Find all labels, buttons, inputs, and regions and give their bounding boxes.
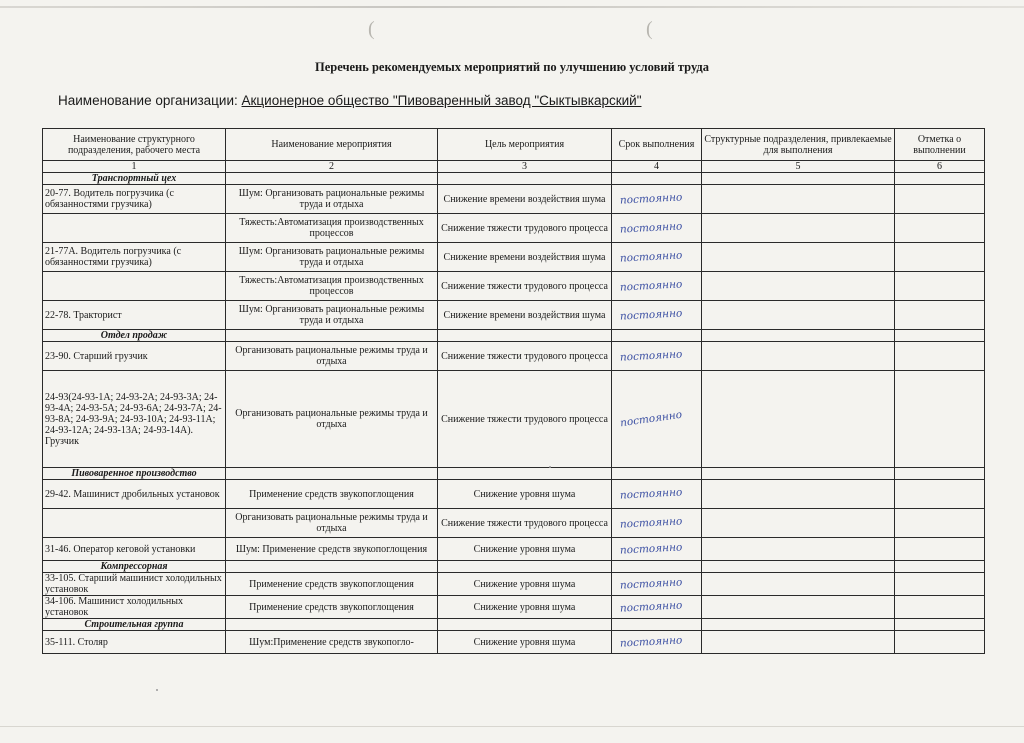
- header-completion-mark: Отметка о выполнении: [895, 129, 985, 161]
- section-name: Строительная группа: [43, 619, 226, 631]
- table-row: [43, 509, 985, 538]
- column-number-row: [43, 161, 985, 173]
- column-number: 1: [43, 161, 226, 173]
- table-row: [43, 185, 985, 214]
- action-cell: Организовать рациональные режимы труда и отдыха: [226, 371, 438, 468]
- deadline-cell: [612, 272, 702, 301]
- column-number: 5: [702, 161, 895, 173]
- action-cell: Применение средств звукопоглощения: [226, 480, 438, 509]
- action-cell: Шум: Организовать рациональные режимы труда и отдыха: [226, 185, 438, 214]
- action-cell: Шум: Применение средств звукопоглощения: [226, 538, 438, 561]
- table-row: [43, 272, 985, 301]
- goal-cell: Снижение времени воздействия шума: [438, 301, 612, 330]
- goal-cell: Снижение уровня шума: [438, 480, 612, 509]
- goal-cell: Снижение уровня шума: [438, 596, 612, 619]
- action-cell: Тяжесть:Автоматизация производственных процессов: [226, 214, 438, 243]
- deadline-cell: [612, 371, 702, 468]
- completion-mark-cell: [895, 371, 985, 468]
- scan-bottom-edge: [0, 726, 1024, 727]
- departments-cell: [702, 185, 895, 214]
- section-row: [43, 619, 985, 631]
- departments-cell: [702, 371, 895, 468]
- organization-label: Наименование организации:: [58, 93, 238, 108]
- deadline-cell: [612, 538, 702, 561]
- position-cell: 29-42. Машинист дробильных установок: [43, 480, 226, 509]
- position-cell: 20-77. Водитель погрузчика (с обязанностями грузчика): [43, 185, 226, 214]
- goal-cell: Снижение уровня шума: [438, 573, 612, 596]
- header-deadline: Срок выполнения: [612, 129, 702, 161]
- completion-mark-cell: [895, 538, 985, 561]
- deadline-cell: [612, 185, 702, 214]
- completion-mark-cell: [895, 301, 985, 330]
- action-cell: Применение средств звукопоглощения: [226, 573, 438, 596]
- departments-cell: [702, 301, 895, 330]
- deadline-cell: [612, 214, 702, 243]
- action-cell: Шум:Применение средств звукопогло-: [226, 631, 438, 654]
- completion-mark-cell: [895, 342, 985, 371]
- handwritten-deadline: постоянно: [619, 248, 683, 265]
- completion-mark-cell: [895, 509, 985, 538]
- organization-name: Акционерное общество "Пивоваренный завод "Сыктывкарский": [241, 93, 642, 108]
- handwritten-deadline: постоянно: [619, 633, 683, 650]
- scan-speck: [549, 466, 551, 468]
- departments-cell: [702, 243, 895, 272]
- position-cell: [43, 272, 226, 301]
- deadline-cell: [612, 631, 702, 654]
- goal-cell: Снижение тяжести трудового процесса: [438, 214, 612, 243]
- table-row: [43, 480, 985, 509]
- completion-mark-cell: [895, 480, 985, 509]
- position-cell: [43, 509, 226, 538]
- table-row: [43, 573, 985, 596]
- punch-hole-mark-left: (: [368, 18, 375, 40]
- departments-cell: [702, 538, 895, 561]
- scan-speck: [156, 689, 158, 691]
- position-cell: 35-111. Столяр: [43, 631, 226, 654]
- section-name: Пивоваренное производство: [43, 468, 226, 480]
- departments-cell: [702, 480, 895, 509]
- goal-cell: Снижение времени воздействия шума: [438, 243, 612, 272]
- deadline-cell: [612, 480, 702, 509]
- action-cell: Применение средств звукопоглощения: [226, 596, 438, 619]
- header-goal: Цель мероприятия: [438, 129, 612, 161]
- header-position: Наименование структурного подразделения, рабочего места: [43, 129, 226, 161]
- handwritten-deadline: постоянно: [619, 277, 683, 294]
- table-row: [43, 342, 985, 371]
- goal-cell: Снижение тяжести трудового процесса: [438, 342, 612, 371]
- departments-cell: [702, 214, 895, 243]
- deadline-cell: [612, 301, 702, 330]
- section-name: Компрессорная: [43, 561, 226, 573]
- header-action: Наименование мероприятия: [226, 129, 438, 161]
- departments-cell: [702, 631, 895, 654]
- table-row: [43, 301, 985, 330]
- table-row: [43, 538, 985, 561]
- handwritten-deadline: постоянно: [619, 540, 683, 557]
- goal-cell: Снижение тяжести трудового процесса: [438, 509, 612, 538]
- header-departments: Структурные подразделения, привлекаемые для выполнения: [702, 129, 895, 161]
- section-row: [43, 561, 985, 573]
- departments-cell: [702, 509, 895, 538]
- organization-line: [58, 93, 656, 108]
- goal-cell: Снижение тяжести трудового процесса: [438, 371, 612, 468]
- handwritten-deadline: постоянно: [619, 190, 683, 207]
- handwritten-deadline: постоянно: [619, 306, 683, 323]
- section-name: Транспортный цех: [43, 173, 226, 185]
- deadline-cell: [612, 342, 702, 371]
- section-row: [43, 330, 985, 342]
- measures-table: [42, 128, 985, 654]
- section-row: [43, 468, 985, 480]
- document-title: Перечень рекомендуемых мероприятий по улучшению условий труда: [314, 60, 710, 74]
- position-cell: [43, 214, 226, 243]
- column-number: 4: [612, 161, 702, 173]
- position-cell: 22-78. Тракторист: [43, 301, 226, 330]
- goal-cell: Снижение уровня шума: [438, 631, 612, 654]
- table-row: [43, 214, 985, 243]
- action-cell: Организовать рациональные режимы труда и отдыха: [226, 342, 438, 371]
- handwritten-deadline: постоянно: [619, 575, 683, 592]
- scan-edge-line: [0, 6, 1024, 8]
- completion-mark-cell: [895, 243, 985, 272]
- completion-mark-cell: [895, 631, 985, 654]
- handwritten-deadline: постоянно: [619, 347, 683, 364]
- handwritten-deadline: постоянно: [619, 485, 683, 502]
- position-cell: 33-105. Старший машинист холодильных установок: [43, 573, 226, 596]
- deadline-cell: [612, 509, 702, 538]
- action-cell: Тяжесть:Автоматизация производственных процессов: [226, 272, 438, 301]
- handwritten-deadline: постоянно: [619, 514, 683, 531]
- deadline-cell: [612, 573, 702, 596]
- action-cell: Организовать рациональные режимы труда и отдыха: [226, 509, 438, 538]
- goal-cell: Снижение уровня шума: [438, 538, 612, 561]
- action-cell: Шум: Организовать рациональные режимы труда и отдыха: [226, 243, 438, 272]
- action-cell: Шум: Организовать рациональные режимы труда и отдыха: [226, 301, 438, 330]
- table-row: [43, 596, 985, 619]
- departments-cell: [702, 573, 895, 596]
- handwritten-deadline: постоянно: [619, 219, 683, 236]
- handwritten-deadline: постоянно: [619, 408, 683, 429]
- table-row: [43, 243, 985, 272]
- completion-mark-cell: [895, 272, 985, 301]
- deadline-cell: [612, 596, 702, 619]
- position-cell: 34-106. Машинист холодильных установок: [43, 596, 226, 619]
- section-row: [43, 173, 985, 185]
- position-cell: 21-77А. Водитель погрузчика (с обязанностями грузчика): [43, 243, 226, 272]
- column-number: 3: [438, 161, 612, 173]
- goal-cell: Снижение тяжести трудового процесса: [438, 272, 612, 301]
- deadline-cell: [612, 243, 702, 272]
- position-cell: 23-90. Старший грузчик: [43, 342, 226, 371]
- completion-mark-cell: [895, 596, 985, 619]
- completion-mark-cell: [895, 185, 985, 214]
- handwritten-deadline: постоянно: [619, 598, 683, 615]
- departments-cell: [702, 342, 895, 371]
- departments-cell: [702, 596, 895, 619]
- completion-mark-cell: [895, 573, 985, 596]
- table-header-row: [43, 129, 985, 161]
- goal-cell: Снижение времени воздействия шума: [438, 185, 612, 214]
- section-name: Отдел продаж: [43, 330, 226, 342]
- column-number: 2: [226, 161, 438, 173]
- column-number: 6: [895, 161, 985, 173]
- table-row: [43, 371, 985, 468]
- table-row: [43, 631, 985, 654]
- punch-hole-mark-right: (: [646, 18, 653, 40]
- position-cell: 24-93(24-93-1А; 24-93-2А; 24-93-3А; 24-93-4А; 24-93-5А; 24-93-6А; 24-93-7А; 24-93-8А; 24-93-9А; 24-93-10А; 24-93-11А; 24-93-12А; 24-93-13А; 24-93-14А). Грузчик: [43, 371, 226, 468]
- position-cell: 31-46. Оператор кеговой установки: [43, 538, 226, 561]
- completion-mark-cell: [895, 214, 985, 243]
- departments-cell: [702, 272, 895, 301]
